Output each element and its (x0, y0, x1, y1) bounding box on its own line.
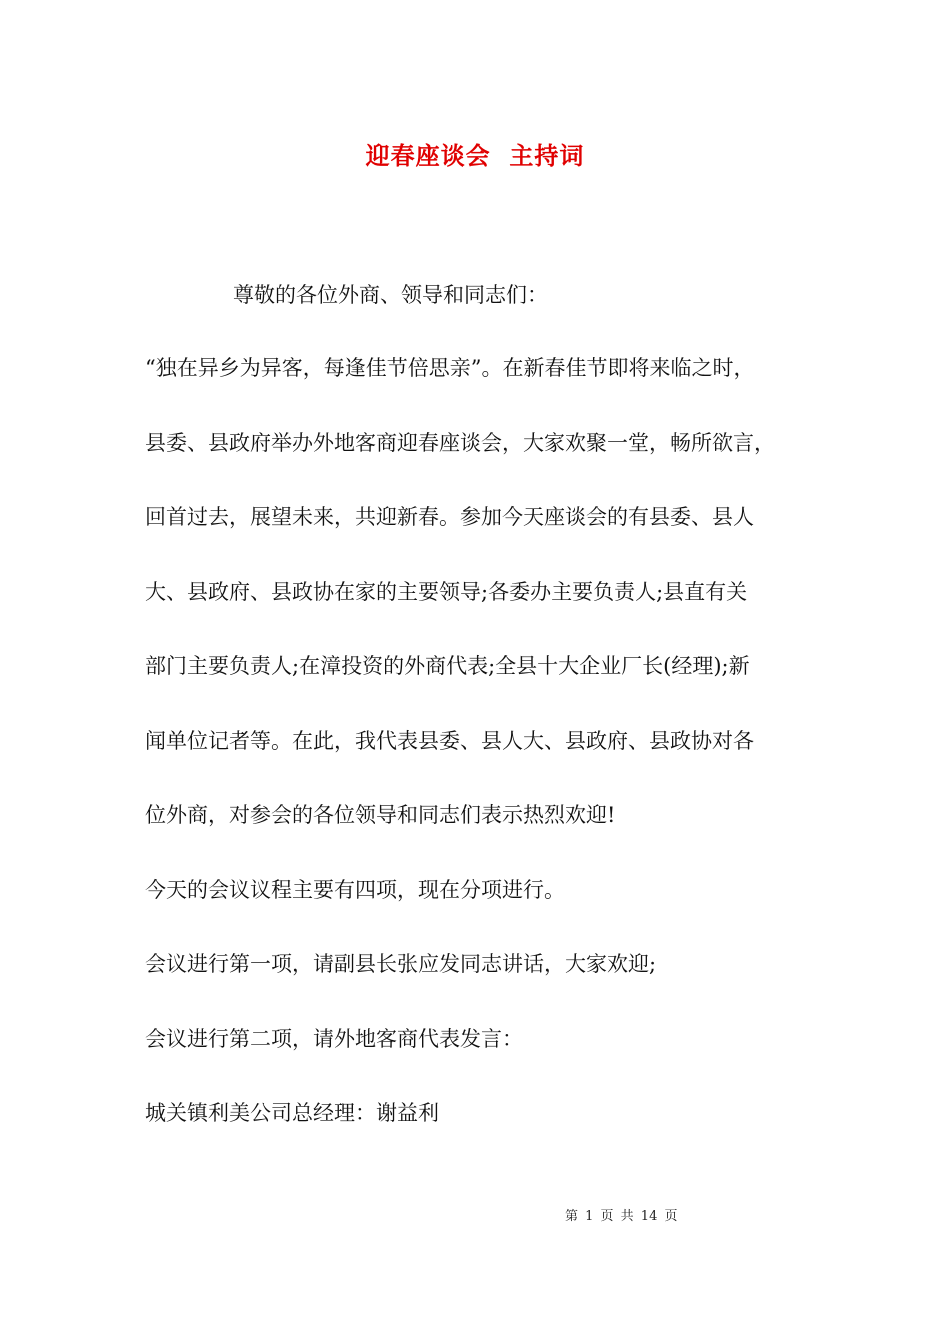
body-line-10: 会议进行第二项，请外地客商代表发言： (145, 1026, 523, 1051)
body-line-1: “独在异乡为异客，每逢佳节倍思亲”。在新春佳节即将来临之时， (145, 356, 755, 380)
body-line-11: 城关镇利美公司总经理：谢益利 (145, 1101, 439, 1125)
body-line-5: 部门主要负责人;在漳投资的外商代表;全县十大企业厂长(经理);新 (145, 654, 750, 678)
body-line-9: 会议进行第一项，请副县长张应发同志讲话，大家欢迎; (145, 952, 657, 976)
body-line-4: 大、县政府、县政协在家的主要领导;各委办主要负责人;县直有关 (145, 579, 748, 604)
body-line-2: 县委、县政府举办外地客商迎春座谈会，大家欢聚一堂，畅所欲言， (145, 430, 775, 455)
page-footer: 第 1 页 共 14 页 (565, 1209, 678, 1224)
body-line-7: 位外商，对参会的各位领导和同志们表示热烈欢迎! (145, 803, 616, 827)
body-text (145, 348, 825, 1168)
body-line-3: 回首过去，展望未来，共迎新春。参加今天座谈会的有县委、县人 (145, 505, 754, 529)
greeting-line: 尊敬的各位外商、领导和同志们： (233, 283, 548, 307)
document-title: 迎春座谈会 主持词 (365, 141, 585, 170)
body-line-6: 闻单位记者等。在此，我代表县委、县人大、县政府、县政协对各 (145, 728, 754, 753)
body-line-8: 今天的会议议程主要有四项，现在分项进行。 (145, 877, 565, 902)
